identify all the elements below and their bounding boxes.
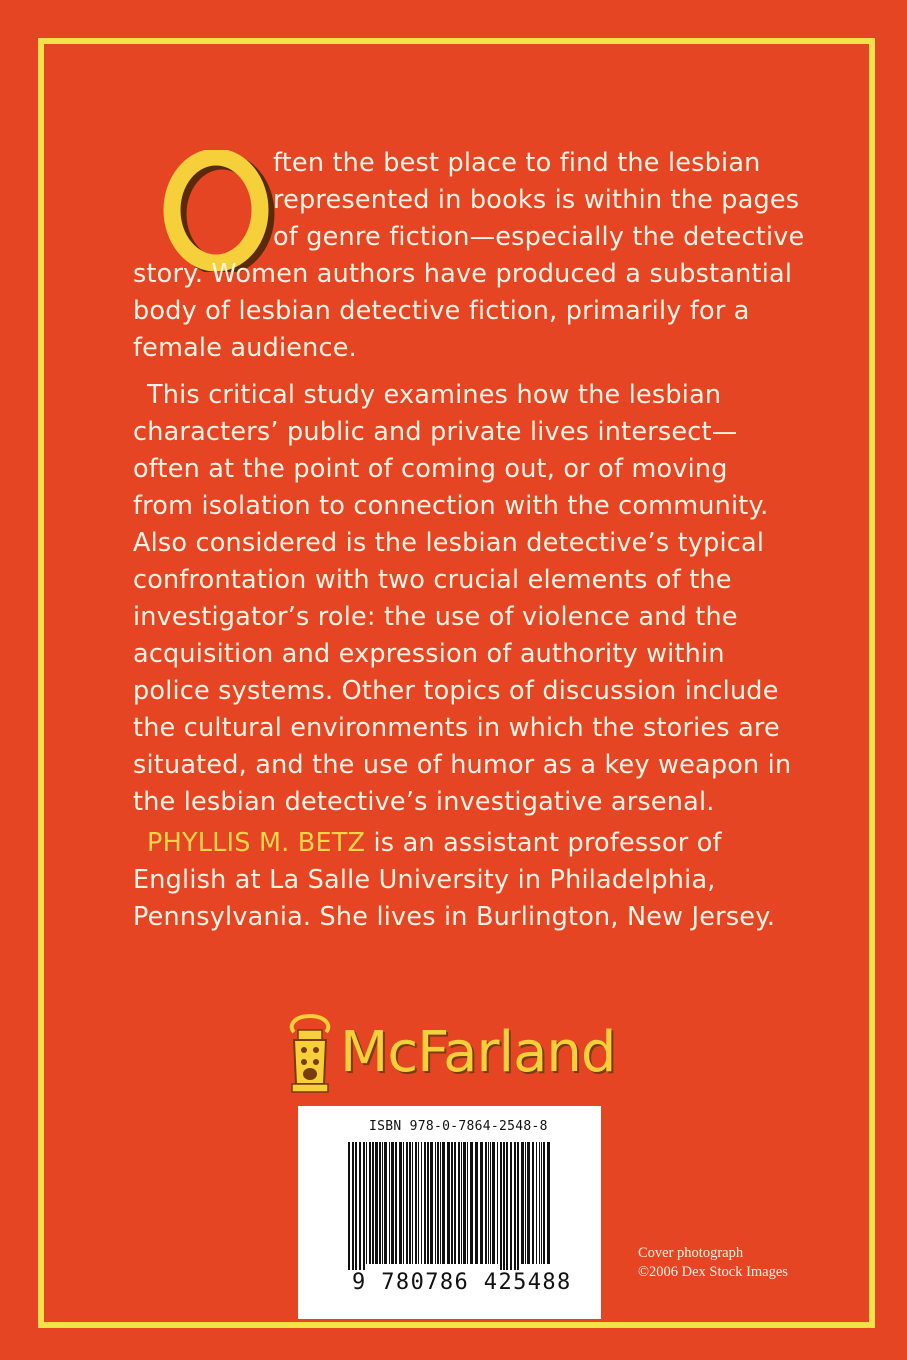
- text-line: ften the best place to find the lesbian: [273, 148, 761, 178]
- author-bio: [133, 825, 793, 936]
- barcode-bar: [547, 1142, 550, 1264]
- text-line: Also considered is the lesbian detective’s typical: [133, 528, 765, 558]
- barcode-bar: [395, 1142, 397, 1264]
- text-line: confrontation with two crucial elements of the: [133, 565, 732, 595]
- barcode-bar: [403, 1142, 404, 1264]
- photo-credit: [638, 1244, 788, 1282]
- barcode-bar: [490, 1142, 491, 1264]
- barcode-bar: [427, 1142, 429, 1264]
- barcode-bar: [503, 1142, 505, 1270]
- barcode-bar: [451, 1142, 453, 1264]
- barcode-bar: [463, 1142, 466, 1264]
- barcode-bar: [517, 1142, 519, 1270]
- text-line: This critical study examines how the lesbian: [147, 380, 722, 410]
- author-name: PHYLLIS M. BETZ: [147, 828, 366, 858]
- barcode-bar: [399, 1142, 402, 1264]
- barcode-bar: [521, 1142, 524, 1264]
- text-line: of genre fiction—especially the detective: [273, 222, 805, 252]
- text-line: story. Women authors have produced a substantial: [133, 259, 793, 289]
- barcode-bar: [424, 1142, 426, 1264]
- barcode-bar: [435, 1142, 436, 1264]
- text-line: the cultural environments in which the stories are: [133, 713, 780, 743]
- barcode-bar: [506, 1142, 508, 1270]
- author-bio-first-line: is an assistant professor of: [365, 828, 722, 858]
- barcode-digits: 9 780786 425488: [352, 1270, 572, 1295]
- text-line: body of lesbian detective fiction, primarily for a: [133, 296, 750, 326]
- text-line: [133, 825, 793, 862]
- paragraph-study: [133, 377, 793, 821]
- text-line: the lesbian detective’s investigative arsenal.: [133, 787, 715, 817]
- text-line: situated, and the use of humor as a key weapon in: [133, 750, 792, 780]
- barcode-bar: [412, 1142, 413, 1264]
- barcode-bar: [415, 1142, 417, 1264]
- barcode-bar: [500, 1142, 502, 1270]
- lantern-icon: [280, 1012, 340, 1098]
- credit-line: Cover photograph: [638, 1245, 744, 1261]
- barcode-bar: [470, 1142, 473, 1264]
- barcode-bar: [447, 1142, 450, 1264]
- barcode-bar: [421, 1142, 422, 1264]
- barcode-icon: [348, 1142, 553, 1272]
- barcode-bar: [485, 1142, 487, 1264]
- barcode-bar: [372, 1142, 374, 1264]
- barcode-bar: [527, 1142, 530, 1264]
- barcode-bar: [437, 1142, 439, 1264]
- barcode-bar: [375, 1142, 378, 1264]
- barcode-bar: [525, 1142, 526, 1264]
- text-line: from isolation to connection with the community.: [133, 491, 769, 521]
- barcode-bar: [510, 1142, 512, 1270]
- barcode-bar: [539, 1142, 540, 1264]
- barcode-bar: [480, 1142, 483, 1264]
- barcode-bar: [467, 1142, 468, 1264]
- text-line: represented in books is within the pages: [273, 185, 800, 215]
- text-line: female audience.: [133, 333, 357, 363]
- paragraph-intro: [133, 145, 805, 367]
- barcode-bar: [442, 1142, 445, 1264]
- barcode-bar: [355, 1142, 357, 1270]
- barcode-bar: [348, 1142, 350, 1270]
- text-line: investigator’s role: the use of violence and the: [133, 602, 738, 632]
- barcode-bar: [391, 1142, 394, 1264]
- barcode-bar: [359, 1142, 361, 1270]
- barcode-bar: [430, 1142, 433, 1264]
- barcode-bar: [379, 1142, 381, 1264]
- barcode-bar: [532, 1142, 534, 1264]
- barcode-bar: [492, 1142, 495, 1264]
- publisher-name: McFarland: [340, 1020, 616, 1085]
- text-line: English at La Salle University in Philadelphia,: [133, 865, 716, 895]
- barcode-bar: [475, 1142, 478, 1264]
- credit-line: ©2006 Dex Stock Images: [638, 1264, 788, 1280]
- isbn-label: ISBN 978-0-7864-2548-8: [369, 1119, 548, 1134]
- barcode-bar: [369, 1142, 371, 1264]
- barcode-bar: [440, 1142, 441, 1264]
- barcode-bar: [366, 1142, 367, 1264]
- barcode-bar: [363, 1142, 365, 1270]
- barcode-bar: [409, 1142, 411, 1264]
- barcode-bar: [541, 1142, 542, 1264]
- barcode-bar: [543, 1142, 545, 1264]
- text-line: characters’ public and private lives intersect—: [133, 417, 738, 447]
- barcode-bar: [406, 1142, 408, 1264]
- barcode-bar: [389, 1142, 390, 1264]
- text-line: police systems. Other topics of discussion include: [133, 676, 779, 706]
- barcode-bar: [352, 1142, 354, 1270]
- barcode-bar: [488, 1142, 489, 1264]
- barcode-bar: [454, 1142, 456, 1264]
- barcode-bar: [497, 1142, 498, 1264]
- barcode-bar: [382, 1142, 383, 1264]
- text-line: often at the point of coming out, or of moving: [133, 454, 728, 484]
- barcode-bar: [514, 1142, 516, 1270]
- text-line: acquisition and expression of authority within: [133, 639, 725, 669]
- barcode-bar: [418, 1142, 419, 1264]
- barcode-bar: [536, 1142, 537, 1264]
- barcode-box: [298, 1106, 601, 1319]
- barcode-bar: [461, 1142, 462, 1264]
- text-line: Pennsylvania. She lives in Burlington, New Jersey.: [133, 902, 776, 932]
- barcode-bar: [384, 1142, 387, 1264]
- publisher-logo: [280, 1012, 616, 1098]
- barcode-bar: [458, 1142, 460, 1264]
